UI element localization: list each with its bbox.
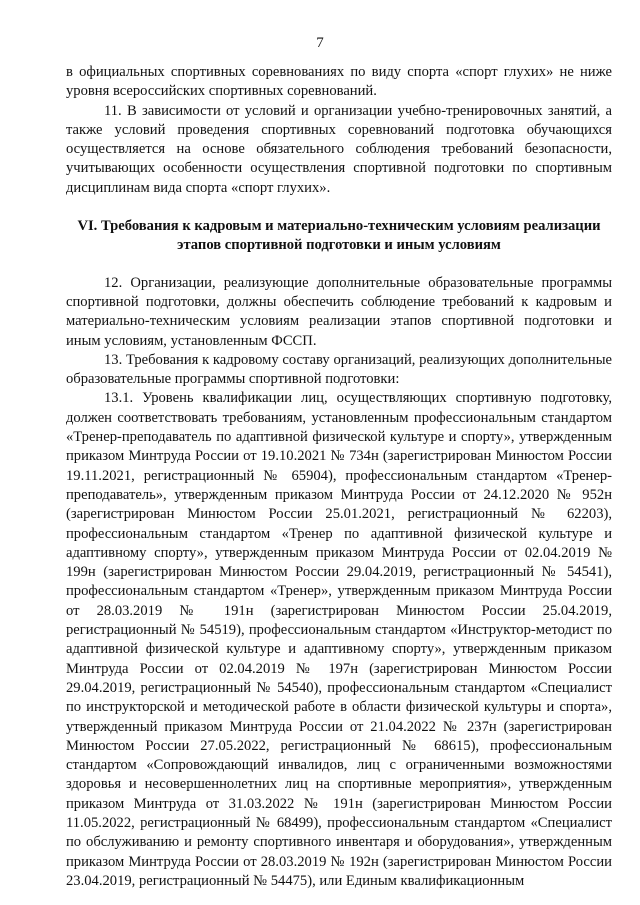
paragraph-13-1: 13.1. Уровень квалификации лиц, осуществляющих спортивную подготовку, должен соответствовать требованиям, установленным профессиональным стандартом «Тренер-преподаватель по адаптивной физической культуре и спорту», утвержденным приказом Минтруда России от 19.10.2021 № 734н (зарегистрирован Минюстом России 19.11.2021, регистрационный № 65904), профессиональным стандартом «Тренер-преподаватель», утвержденным приказом Минтруда России от 24.12.2020 № 952н (зарегистрирован Минюстом России 25.01.2021, регистрационный № 62203), профессиональным стандартом «Тренер по адаптивной физической культуре и адаптивному спорту», утвержденным приказом Минтруда России от 02.04.2019 № 199н (зарегистрирован Минюстом России 29.04.2019, регистрационный № 54541), профессиональным стандартом «Тренер», утвержденным приказом Минтруда России от 28.03.2019 № 191н (зарегистрирован Минюстом России 25.04.2019, регистрационный № 54519), профессиональным стандартом «Инструктор-методист по адаптивной физической культуре и адаптивному спорту», утвержденным приказом Минтруда России от 02.04.2019 № 197н (зарегистрирован Минюстом России 29.04.2019, регистрационный № 54540), профессиональным стандартом «Специалист по инструкторской и методической работе в области физической культуры и спорта», утвержденный приказом Минтруда России от 21.04.2022 № 237н (зарегистрирован Минюстом России 27.05.2022, регистрационный № 68615), профессиональным стандартом «Сопровождающий инвалидов, лиц с ограниченными возможностями здоровья и несовершеннолетних лиц на спортивные мероприятия», утвержденным приказом Минтруда от 31.03.2022 № 191н (зарегистрирован Минюстом России 11.05.2022, регистрационный № 68499), профессиональным стандартом «Специалист по обслуживанию и ремонту спортивного инвентаря и оборудования», утвержденным приказом Минтруда России от 28.03.2019 № 192н (зарегистрирован Минюстом России 23.04.2019, регистрационный № 54475), или Единым квалификационным	[66, 390, 612, 889]
paragraph-continuation: в официальных спортивных соревнованиях по виду спорта «спорт глухих» не ниже уровня всероссийских спортивных соревнований.	[66, 64, 612, 100]
paragraph-12: 12. Организации, реализующие дополнительные образовательные программы спортивной подготовки, должны обеспечить соблюдение требований к кадровым и материально-техническим условиям реализации этапов спортивной подготовки и иным условиям, установленным ФССП.	[66, 274, 612, 349]
section-heading: VI. Требования к кадровым и материально-техническим условиям реализации этапов спортивной подготовки и иным условиям	[77, 218, 601, 254]
page-number: 7	[316, 35, 324, 51]
document-body	[66, 63, 612, 891]
paragraph-11: 11. В зависимости от условий и организации учебно-тренировочных занятий, а также условий проведения спортивных соревнований подготовка обучающихся осуществляется на основе обязательного соблюдения требований безопасности, учитывающих особенности осуществления спортивной подготовки по спортивным дисциплинам вида спорта «спорт глухих».	[66, 102, 612, 196]
paragraph-13: 13. Требования к кадровому составу организаций, реализующих дополнительные образовательные программы спортивной подготовки:	[66, 351, 612, 388]
